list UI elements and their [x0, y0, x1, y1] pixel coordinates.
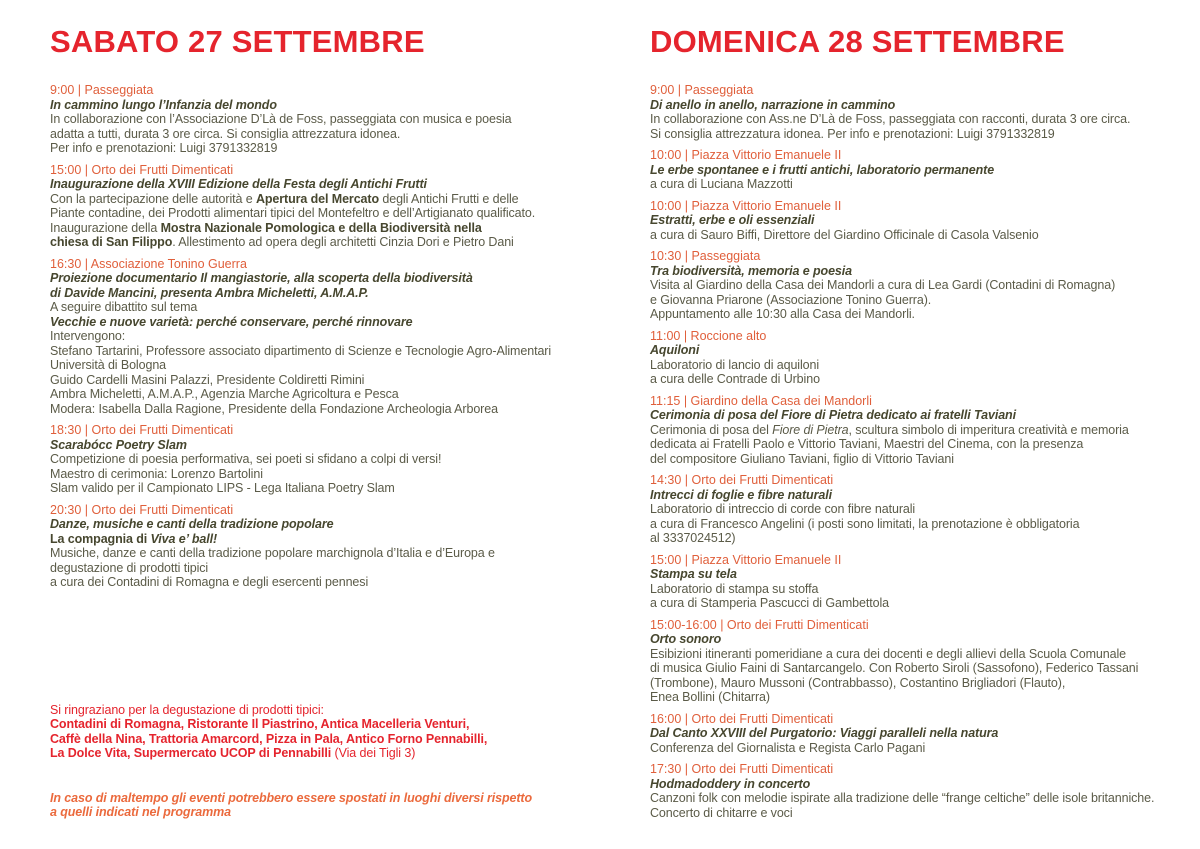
- day-heading-saturday: SABATO 27 SETTEMBRE: [50, 24, 425, 59]
- event-text-line: [50, 387, 620, 402]
- event-text-line: [650, 488, 1195, 503]
- text-segment: Stefano Tartarini, Professore associato dipartimento di Scienze e Tecnologie Agro-Alimentari: [50, 343, 552, 358]
- column-saturday: [50, 26, 620, 820]
- text-segment: a quelli indicati nel programma: [50, 805, 231, 819]
- event: [650, 618, 1195, 705]
- event-list-sunday: [650, 83, 1195, 820]
- event-text-line: [650, 596, 1195, 611]
- event-text-line: [50, 575, 620, 590]
- event-time: 17:30 | Orto dei Frutti Dimenticati: [650, 762, 834, 776]
- text-segment: Hodmadoddery in concerto: [650, 776, 811, 791]
- text-segment: adatta a tutti, durata 3 ore circa. Si consiglia attrezzatura idonea.: [50, 126, 401, 141]
- event: [50, 423, 620, 496]
- text-segment: In caso di maltempo gli eventi potrebbero essere spostati in luoghi diversi rispetto: [50, 790, 532, 805]
- event-time: 16:30 | Associazione Tonino Guerra: [50, 256, 247, 271]
- event: [650, 553, 1195, 611]
- text-segment: Estratti, erbe e oli essenziali: [650, 213, 815, 227]
- event-time: 15:00 | Orto dei Frutti Dimenticati: [50, 162, 234, 177]
- text-segment: (Trombone), Mauro Mussoni (Contrabbasso), Costantino Brigliadori (Flauto),: [650, 675, 1066, 690]
- text-segment: . Allestimento ad opera degli architetti Cinzia Dori e Pietro Dani: [172, 235, 514, 249]
- event-text-line: [650, 437, 1195, 452]
- event-text-line: [650, 676, 1195, 691]
- event-text-line: [50, 329, 620, 344]
- event: [650, 249, 1195, 322]
- day-heading-sunday: DOMENICA 28 SETTEMBRE: [650, 24, 1065, 59]
- event-text-line: [50, 438, 620, 453]
- text-segment: chiesa di San Filippo: [50, 235, 173, 249]
- text-segment: Laboratorio di intreccio di corde con fibre naturali: [650, 502, 916, 516]
- event-text-line: [650, 726, 1195, 741]
- text-segment: Canzoni folk con melodie ispirate alla tradizione delle “frange celtiche” delle isole britanniche.: [650, 791, 1155, 805]
- event-text-line: [50, 141, 620, 156]
- text-segment: La compagnia di: [50, 531, 151, 546]
- text-segment: a cura di Stamperia Pascucci di Gambettola: [650, 596, 889, 610]
- text-segment: Tra biodiversità, memoria e poesia: [650, 263, 853, 278]
- event-text-line: [650, 690, 1195, 705]
- text-segment: Apertura del Mercato: [255, 191, 379, 206]
- text-segment: Piante contadine, dei Prodotti alimentari tipici del Montefeltro e dell’Artigianato qualificato.: [50, 206, 536, 220]
- event-time: 20:30 | Orto dei Frutti Dimenticati: [50, 502, 234, 517]
- text-segment: Per info e prenotazioni: Luigi 3791332819: [50, 141, 278, 155]
- event-text-line: [50, 177, 620, 192]
- text-segment: Contadini di Romagna, Ristorante Il Piastrino, Antica Macelleria Venturi,: [50, 717, 470, 731]
- event-text-line: [650, 806, 1195, 821]
- text-segment: degli Antichi Frutti e delle: [379, 191, 519, 206]
- text-segment: Si consiglia attrezzatura idonea. Per info e prenotazioni: Luigi 3791332819: [650, 126, 1055, 141]
- event-time: 10:30 | Passeggiata: [650, 249, 761, 263]
- note-text-line: [50, 791, 620, 806]
- event-text-line: [650, 98, 1195, 113]
- text-segment: Conferenza del Giornalista e Regista Carlo Pagani: [650, 740, 926, 755]
- note-text-line: [50, 717, 620, 732]
- event-time: 15:00-16:00 | Orto dei Frutti Dimenticati: [650, 617, 869, 632]
- event-text-line: [650, 502, 1195, 517]
- text-segment: Visita al Giardino della Casa dei Mandorli a cura di Lea Gardi (Contadini di Romagna): [650, 278, 1116, 292]
- text-segment: e Giovanna Priarone (Associazione Tonino Guerra).: [650, 292, 932, 307]
- text-segment: Inaugurazione della: [50, 220, 161, 235]
- text-segment: Si ringraziano per la degustazione di prodotti tipici:: [50, 702, 324, 717]
- text-segment: Cerimonia di posa del Fiore di Pietra dedicato ai fratelli Taviani: [650, 408, 1016, 422]
- event-text-line: [650, 423, 1195, 438]
- note-text-line: [50, 805, 620, 820]
- text-segment: Maestro di cerimonia: Lorenzo Bartolini: [50, 466, 263, 481]
- event: [650, 762, 1195, 820]
- event-text-line: [650, 632, 1195, 647]
- text-segment: Le erbe spontanee e i frutti antichi, laboratorio permanente: [650, 162, 995, 177]
- event: [650, 329, 1195, 387]
- text-segment: Stampa su tela: [650, 567, 737, 581]
- event-text-line: [50, 192, 620, 207]
- event-text-line: [650, 741, 1195, 756]
- text-segment: Mostra Nazionale Pomologica e della Biodiversità nella: [160, 220, 482, 235]
- event-time: 16:00 | Orto dei Frutti Dimenticati: [650, 711, 834, 726]
- text-segment: a cura di Luciana Mazzotti: [650, 177, 793, 191]
- text-segment: , scultura simbolo di imperitura creatività e memoria: [848, 422, 1129, 437]
- event-text-line: [650, 647, 1195, 662]
- text-segment: del compositore Giuliano Taviani, figlio di Vittorio Taviani: [650, 451, 954, 466]
- event-text-line: [50, 286, 620, 301]
- event-text-line: [50, 358, 620, 373]
- event: [50, 83, 620, 156]
- text-segment: Fiore di Pietra: [772, 422, 849, 437]
- event-text-line: [650, 127, 1195, 142]
- event-text-line: [650, 372, 1195, 387]
- text-segment: di Davide Mancini, presenta Ambra Micheletti, A.M.A.P.: [50, 285, 369, 300]
- event-text-line: [650, 531, 1195, 546]
- text-segment: Concerto di chitarre e voci: [650, 805, 793, 820]
- text-segment: a cura di Francesco Angelini (i posti sono limitati, la prenotazione è obbligatoria: [650, 516, 1080, 531]
- event-text-line: [50, 300, 620, 315]
- event-time: 10:00 | Piazza Vittorio Emanuele II: [650, 148, 842, 162]
- event-text-line: [650, 777, 1195, 792]
- event-text-line: [650, 567, 1195, 582]
- event-text-line: [650, 408, 1195, 423]
- event-text-line: [650, 661, 1195, 676]
- event-text-line: [50, 481, 620, 496]
- event-text-line: [650, 307, 1195, 322]
- text-segment: Aquiloni: [650, 343, 700, 357]
- text-segment: Musiche, danze e canti della tradizione popolare marchignola d’Italia e d’Europa e: [50, 546, 495, 560]
- event: [650, 712, 1195, 756]
- text-segment: Intervengono:: [50, 329, 126, 343]
- text-segment: In collaborazione con l’Associazione D’Là de Foss, passeggiata con musica e poesia: [50, 112, 512, 126]
- text-segment: In collaborazione con Ass.ne D’Là de Foss, passeggiata con racconti, durata 3 ore circa.: [650, 112, 1131, 126]
- text-segment: Ambra Micheletti, A.M.A.P., Agenzia Marche Agricoltura e Pesca: [50, 387, 399, 401]
- text-segment: Vecchie e nuove varietà: perché conservare, perché rinnovare: [50, 314, 413, 329]
- text-segment: Di anello in anello, narrazione in cammino: [650, 97, 896, 112]
- event-text-line: [50, 517, 620, 532]
- column-sunday: [650, 26, 1195, 827]
- event: [650, 394, 1195, 467]
- event-text-line: [650, 228, 1195, 243]
- note-disclaimer: [50, 791, 620, 820]
- text-segment: Appuntamento alle 10:30 alla Casa dei Mandorli.: [650, 307, 915, 321]
- event-text-line: [50, 561, 620, 576]
- event-text-line: [50, 402, 620, 417]
- text-segment: A seguire dibattito sul tema: [50, 300, 198, 314]
- text-segment: Intrecci di foglie e fibre naturali: [650, 487, 832, 502]
- note-text-line: [50, 746, 620, 761]
- event-text-line: [50, 127, 620, 142]
- text-segment: Con la partecipazione delle autorità e: [50, 191, 256, 206]
- note-text-line: [50, 732, 620, 747]
- event-text-line: [50, 112, 620, 127]
- text-segment: Inaugurazione della XVIII Edizione della Festa degli Antichi Frutti: [50, 177, 427, 191]
- event-time: 11:15 | Giardino della Casa dei Mandorli: [650, 393, 872, 408]
- event-time: 9:00 | Passeggiata: [50, 83, 154, 97]
- event-time: 9:00 | Passeggiata: [650, 83, 754, 97]
- note-text-line: [50, 703, 620, 718]
- event-text-line: [650, 264, 1195, 279]
- notes-saturday: [50, 703, 620, 820]
- event-text-line: [50, 271, 620, 286]
- event-text-line: [650, 358, 1195, 373]
- text-segment: Dal Canto XXVIII del Purgatorio: Viaggi paralleli nella natura: [650, 726, 999, 740]
- text-segment: Scarabócc Poetry Slam: [50, 437, 187, 452]
- text-segment: Università di Bologna: [50, 358, 167, 372]
- event-text-line: [50, 206, 620, 221]
- text-segment: a cura dei Contadini di Romagna e degli esercenti pennesi: [50, 575, 369, 589]
- event-time: 18:30 | Orto dei Frutti Dimenticati: [50, 423, 234, 437]
- event: [650, 199, 1195, 243]
- event-text-line: [650, 452, 1195, 467]
- text-segment: Cerimonia di posa del: [650, 422, 773, 437]
- text-segment: Competizione di poesia performativa, sei poeti si sfidano a colpi di versi!: [50, 452, 442, 466]
- event-text-line: [50, 98, 620, 113]
- event: [50, 503, 620, 590]
- event-text-line: [50, 373, 620, 388]
- event-time: 11:00 | Roccione alto: [650, 328, 767, 343]
- text-segment: Esibizioni itineranti pomeridiane a cura dei docenti e degli allievi della Scuola Comunale: [650, 646, 1127, 661]
- note-thanks: [50, 703, 620, 761]
- text-segment: degustazione di prodotti tipici: [50, 560, 209, 575]
- text-segment: a cura di Sauro Biffi, Direttore del Giardino Officinale di Casola Valsenio: [650, 227, 1039, 242]
- text-segment: Viva e’ ball!: [150, 531, 218, 546]
- event-text-line: [650, 343, 1195, 358]
- event-text-line: [50, 344, 620, 359]
- text-segment: La Dolce Vita, Supermercato UCOP di Pennabilli: [50, 746, 335, 760]
- event-text-line: [50, 532, 620, 547]
- text-segment: di musica Giulio Faini di Santarcangelo. Con Roberto Siroli (Sassofono), Federico Tassani: [650, 661, 1139, 675]
- event-text-line: [50, 452, 620, 467]
- event-time: 15:00 | Piazza Vittorio Emanuele II: [650, 552, 842, 567]
- text-segment: In cammino lungo l’Infanzia del mondo: [50, 97, 277, 112]
- text-segment: (Via dei Tigli 3): [334, 746, 416, 760]
- event-text-line: [50, 235, 620, 250]
- text-segment: Danze, musiche e canti della tradizione popolare: [50, 517, 334, 531]
- text-segment: Orto sonoro: [650, 632, 722, 646]
- event-text-line: [650, 517, 1195, 532]
- text-segment: Laboratorio di lancio di aquiloni: [650, 357, 820, 372]
- text-segment: Caffè della Nina, Trattoria Amarcord, Pizza in Pala, Antico Forno Pennabilli,: [50, 731, 488, 746]
- text-segment: Enea Bollini (Chitarra): [650, 690, 770, 704]
- event-text-line: [650, 213, 1195, 228]
- event-text-line: [650, 791, 1195, 806]
- event-time: 10:00 | Piazza Vittorio Emanuele II: [650, 198, 842, 213]
- event-text-line: [50, 315, 620, 330]
- text-segment: Slam valido per il Campionato LIPS - Lega Italiana Poetry Slam: [50, 481, 395, 495]
- text-segment: Proiezione documentario Il mangiastorie, alla scoperta della biodiversità: [50, 271, 473, 285]
- text-segment: Guido Cardelli Masini Palazzi, Presidente Coldiretti Rimini: [50, 372, 365, 387]
- event: [650, 83, 1195, 141]
- event-text-line: [50, 221, 620, 236]
- text-segment: Modera: Isabella Dalla Ragione, Presidente della Fondazione Archeologia Arborea: [50, 401, 498, 416]
- event: [650, 148, 1195, 192]
- event-time: 14:30 | Orto dei Frutti Dimenticati: [650, 473, 834, 487]
- event-text-line: [50, 546, 620, 561]
- event: [50, 257, 620, 417]
- event-text-line: [650, 582, 1195, 597]
- event-text-line: [650, 163, 1195, 178]
- event: [650, 473, 1195, 546]
- text-segment: Laboratorio di stampa su stoffa: [650, 581, 819, 596]
- text-segment: a cura delle Contrade di Urbino: [650, 372, 820, 386]
- event-text-line: [650, 293, 1195, 308]
- text-segment: al 3337024512): [650, 531, 736, 545]
- event-list-saturday: [50, 83, 620, 590]
- event-text-line: [50, 467, 620, 482]
- event-text-line: [650, 112, 1195, 127]
- text-segment: dedicata ai Fratelli Paolo e Vittorio Taviani, Maestri del Cinema, con la presenza: [650, 437, 1084, 451]
- event: [50, 163, 620, 250]
- event-text-line: [650, 177, 1195, 192]
- event-text-line: [650, 278, 1195, 293]
